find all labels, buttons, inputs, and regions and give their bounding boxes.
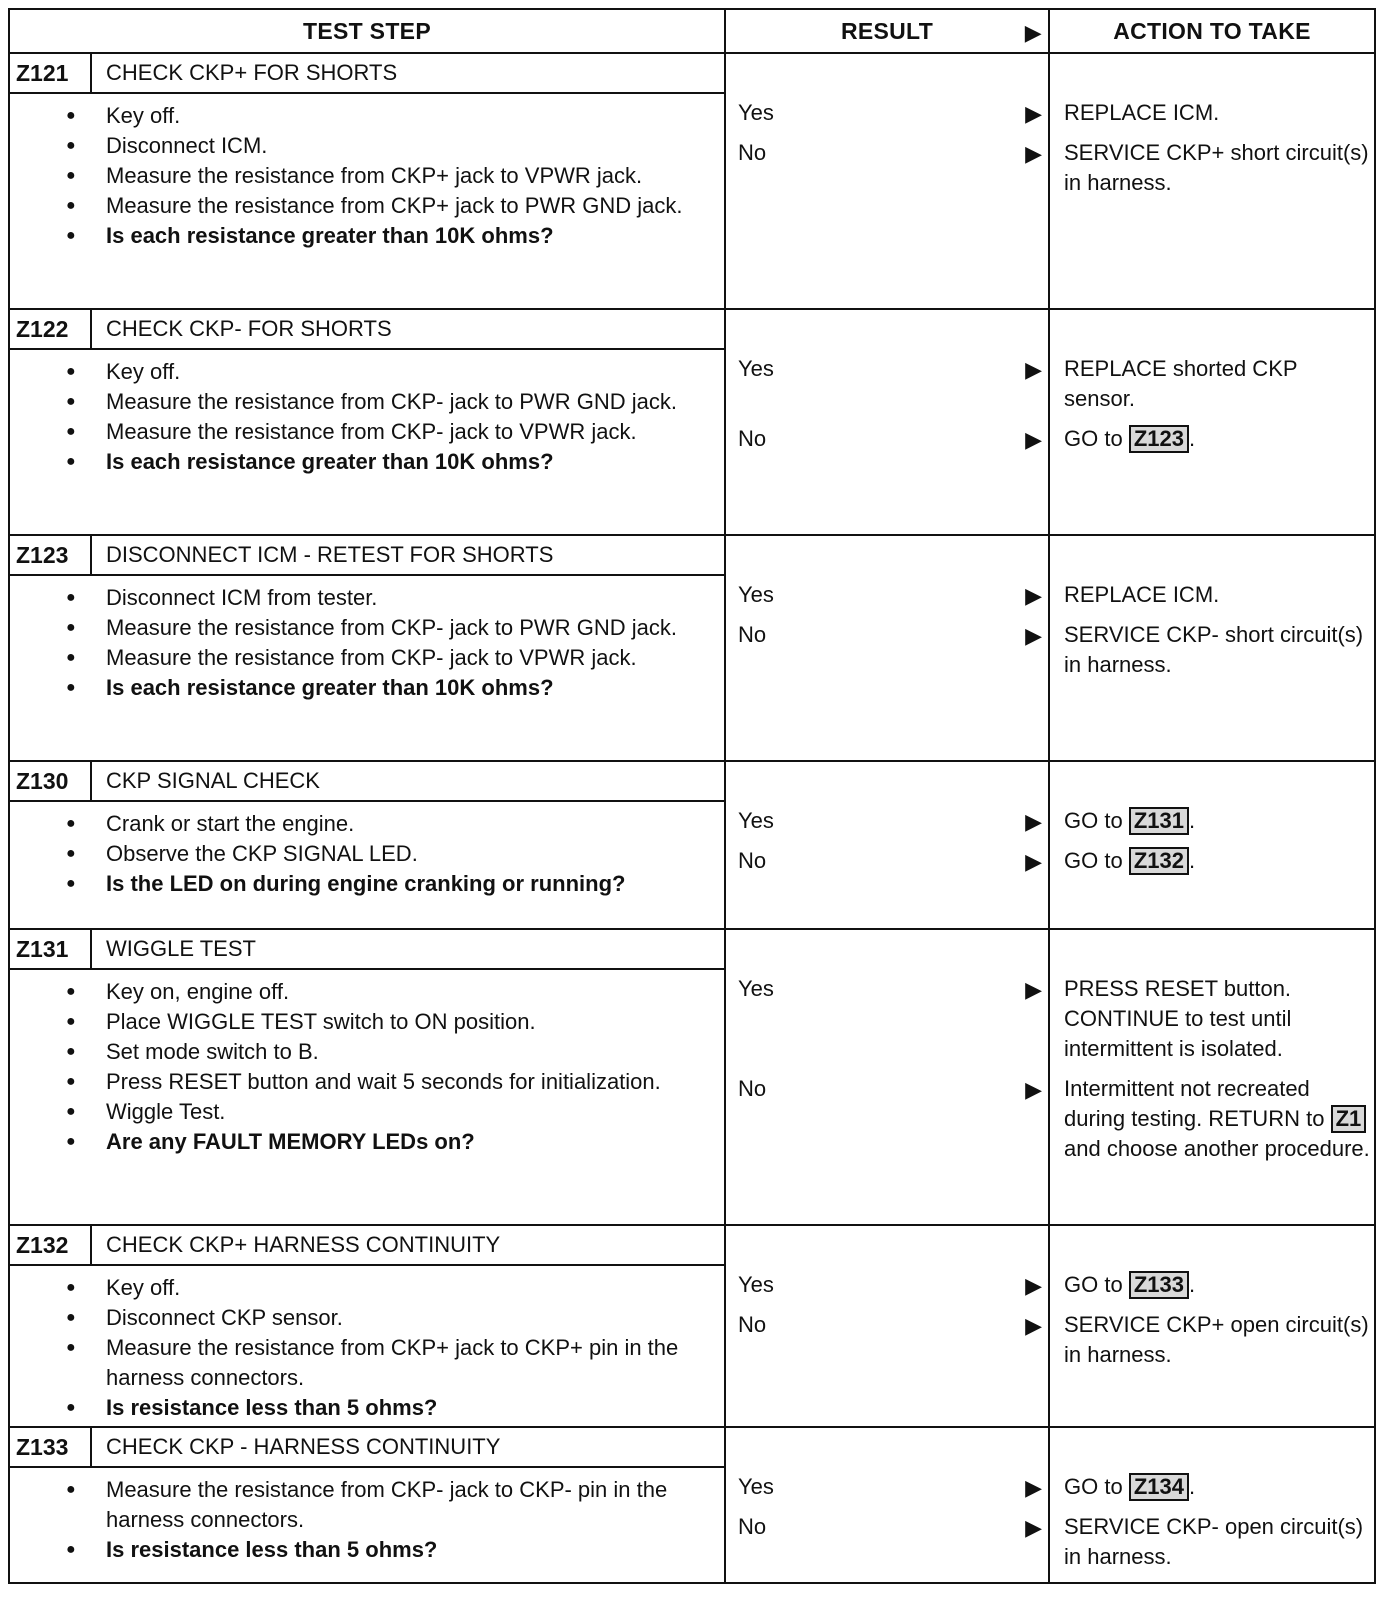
yes-action: GO to Z133 . — [1064, 1272, 1196, 1297]
arrow-icon: ▶ — [1025, 1515, 1042, 1540]
arrow-icon: ▶ — [1025, 101, 1042, 126]
step-reference-link[interactable]: Z131 — [1129, 807, 1189, 835]
step-row-z122 — [9, 309, 1375, 535]
step-reference-link[interactable]: Z1 — [1331, 1105, 1367, 1133]
result-cell — [725, 1225, 1049, 1427]
step-header — [10, 762, 724, 802]
step-reference-link[interactable]: Z123 — [1129, 425, 1189, 453]
result-yes: Yes ▶ — [726, 98, 1048, 138]
result-no: No ▶ — [726, 846, 1048, 876]
step-cell — [9, 53, 725, 309]
step-header — [10, 930, 724, 970]
table-header-row — [9, 9, 1375, 53]
step-reference-link[interactable]: Z134 — [1129, 1473, 1189, 1501]
step-question: ● Is the LED on during engine cranking or running? — [106, 869, 716, 899]
no-action: SERVICE CKP+ short circuit(s) in harness. — [1064, 140, 1369, 195]
result-cell — [725, 535, 1049, 761]
result-no: No ▶ — [726, 1512, 1048, 1542]
step-question: ● Is resistance less than 5 ohms? — [106, 1535, 716, 1565]
result-cell — [725, 761, 1049, 929]
step-question: ● Is each resistance greater than 10K ohms? — [106, 221, 716, 251]
step-row-z133 — [9, 1427, 1375, 1583]
action-cell — [1049, 1427, 1375, 1583]
step-cell — [9, 309, 725, 535]
instruction-item: ● Measure the resistance from CKP- jack to VPWR jack. — [106, 643, 716, 673]
no-action: SERVICE CKP- short circuit(s) in harness. — [1064, 622, 1364, 677]
no-action: SERVICE CKP- open circuit(s) in harness. — [1064, 1514, 1364, 1569]
instruction-item: ● Disconnect ICM from tester. — [106, 583, 716, 613]
arrow-icon: ▶ — [1025, 809, 1042, 834]
instruction-item: ● Disconnect CKP sensor. — [106, 1303, 716, 1333]
action-cell — [1049, 1225, 1375, 1427]
instruction-item: ● Set mode switch to B. — [106, 1037, 716, 1067]
instruction-item: ● Measure the resistance from CKP+ jack to PWR GND jack. — [106, 191, 716, 221]
instruction-item: ● Press RESET button and wait 5 seconds for initialization. — [106, 1067, 716, 1097]
header-result — [725, 9, 1049, 53]
arrow-icon: ▶ — [1025, 1273, 1042, 1298]
instruction-item: ● Key off. — [106, 1273, 716, 1303]
result-yes: Yes ▶ — [726, 806, 1048, 846]
yes-action: GO to Z131 . — [1064, 808, 1196, 833]
arrow-icon: ▶ — [1024, 20, 1042, 45]
step-cell — [9, 1225, 725, 1427]
instruction-item: ● Key off. — [106, 357, 716, 387]
step-row-z121 — [9, 53, 1375, 309]
action-cell — [1049, 929, 1375, 1225]
step-title: CHECK CKP+ FOR SHORTS — [106, 60, 398, 85]
yes-action: GO to Z134 . — [1064, 1474, 1196, 1499]
instruction-item: ● Crank or start the engine. — [106, 809, 716, 839]
header-result-label: RESULT — [840, 17, 934, 44]
step-title: CKP SIGNAL CHECK — [106, 768, 320, 793]
step-title: CHECK CKP - HARNESS CONTINUITY — [106, 1434, 501, 1459]
step-question: ● Is each resistance greater than 10K ohms? — [106, 673, 716, 703]
result-no: No ▶ — [726, 424, 1048, 454]
step-cell — [9, 1427, 725, 1583]
arrow-icon: ▶ — [1025, 977, 1042, 1002]
result-no: No ▶ — [726, 1310, 1048, 1340]
result-no: No ▶ — [726, 138, 1048, 168]
step-reference-link[interactable]: Z133 — [1129, 1271, 1189, 1299]
result-yes: Yes ▶ — [726, 580, 1048, 620]
arrow-icon: ▶ — [1025, 1077, 1042, 1102]
step-id: Z132 — [10, 1226, 92, 1264]
step-cell — [9, 929, 725, 1225]
step-instructions — [10, 970, 724, 1160]
step-instructions — [10, 802, 724, 902]
action-cell — [1049, 761, 1375, 929]
instruction-item: ● Key on, engine off. — [106, 977, 716, 1007]
instruction-item: ● Disconnect ICM. — [106, 131, 716, 161]
step-row-z130 — [9, 761, 1375, 929]
instruction-item: ● Measure the resistance from CKP+ jack to VPWR jack. — [106, 161, 716, 191]
step-question: ● Are any FAULT MEMORY LEDs on? — [106, 1127, 716, 1157]
result-yes: Yes ▶ — [726, 1472, 1048, 1512]
step-instructions — [10, 94, 724, 254]
yes-action: REPLACE ICM. — [1064, 100, 1220, 125]
step-header — [10, 1428, 724, 1468]
action-cell — [1049, 53, 1375, 309]
instruction-item: ● Measure the resistance from CKP- jack to PWR GND jack. — [106, 613, 716, 643]
instruction-item: ● Wiggle Test. — [106, 1097, 716, 1127]
arrow-icon: ▶ — [1025, 583, 1042, 608]
yes-action: REPLACE shorted CKP sensor. — [1064, 356, 1298, 411]
arrow-icon: ▶ — [1025, 357, 1042, 382]
instruction-item: ● Place WIGGLE TEST switch to ON position. — [106, 1007, 716, 1037]
action-cell — [1049, 535, 1375, 761]
diagnostic-table — [8, 8, 1376, 1584]
instruction-item: ● Key off. — [106, 101, 716, 131]
step-title: CHECK CKP+ HARNESS CONTINUITY — [106, 1232, 501, 1257]
header-action: ACTION TO TAKE — [1049, 9, 1375, 53]
instruction-item: ● Measure the resistance from CKP+ jack to CKP+ pin in the harness connectors. — [106, 1333, 716, 1393]
result-cell — [725, 929, 1049, 1225]
result-cell — [725, 309, 1049, 535]
step-instructions — [10, 350, 724, 480]
step-instructions — [10, 1468, 724, 1568]
arrow-icon: ▶ — [1025, 1313, 1042, 1338]
instruction-item: ● Measure the resistance from CKP- jack to VPWR jack. — [106, 417, 716, 447]
step-row-z131 — [9, 929, 1375, 1225]
step-id: Z133 — [10, 1428, 92, 1466]
arrow-icon: ▶ — [1025, 1475, 1042, 1500]
step-header — [10, 1226, 724, 1266]
step-header — [10, 310, 724, 350]
result-yes: Yes ▶ — [726, 354, 1048, 424]
instruction-item: ● Measure the resistance from CKP- jack to CKP- pin in the harness connectors. — [106, 1475, 716, 1535]
step-title: CHECK CKP- FOR SHORTS — [106, 316, 392, 341]
arrow-icon: ▶ — [1025, 623, 1042, 648]
arrow-icon: ▶ — [1025, 849, 1042, 874]
step-row-z132 — [9, 1225, 1375, 1427]
step-question: ● Is resistance less than 5 ohms? — [106, 1393, 716, 1423]
result-no: No ▶ — [726, 1074, 1048, 1104]
no-action: SERVICE CKP+ open circuit(s) in harness. — [1064, 1312, 1369, 1367]
result-cell — [725, 1427, 1049, 1583]
step-id: Z131 — [10, 930, 92, 968]
step-id: Z130 — [10, 762, 92, 800]
step-id: Z121 — [10, 54, 92, 92]
step-title: DISCONNECT ICM - RETEST FOR SHORTS — [106, 542, 554, 567]
result-no: No ▶ — [726, 620, 1048, 650]
step-instructions — [10, 576, 724, 706]
header-test-step: TEST STEP — [9, 9, 725, 53]
arrow-icon: ▶ — [1025, 141, 1042, 166]
no-action: GO to Z132 . — [1064, 848, 1196, 873]
action-cell — [1049, 309, 1375, 535]
step-cell — [9, 761, 725, 929]
result-yes: Yes ▶ — [726, 1270, 1048, 1310]
instruction-item: ● Observe the CKP SIGNAL LED. — [106, 839, 716, 869]
no-action: GO to Z123 . — [1064, 426, 1196, 451]
yes-action: PRESS RESET button. CONTINUE to test until intermittent is isolated. — [1064, 976, 1292, 1061]
step-reference-link[interactable]: Z132 — [1129, 847, 1189, 875]
result-cell — [725, 53, 1049, 309]
arrow-icon: ▶ — [1025, 427, 1042, 452]
step-id: Z122 — [10, 310, 92, 348]
step-header — [10, 54, 724, 94]
step-row-z123 — [9, 535, 1375, 761]
no-action: Intermittent not recreated during testing. RETURN to Z1 and choose another procedure. — [1064, 1076, 1370, 1161]
step-id: Z123 — [10, 536, 92, 574]
step-header — [10, 536, 724, 576]
step-question: ● Is each resistance greater than 10K ohms? — [106, 447, 716, 477]
step-instructions — [10, 1266, 724, 1426]
instruction-item: ● Measure the resistance from CKP- jack to PWR GND jack. — [106, 387, 716, 417]
result-yes: Yes ▶ — [726, 974, 1048, 1074]
step-title: WIGGLE TEST — [106, 936, 256, 961]
step-cell — [9, 535, 725, 761]
diagnostic-table-page — [8, 8, 1374, 1584]
yes-action: REPLACE ICM. — [1064, 582, 1220, 607]
